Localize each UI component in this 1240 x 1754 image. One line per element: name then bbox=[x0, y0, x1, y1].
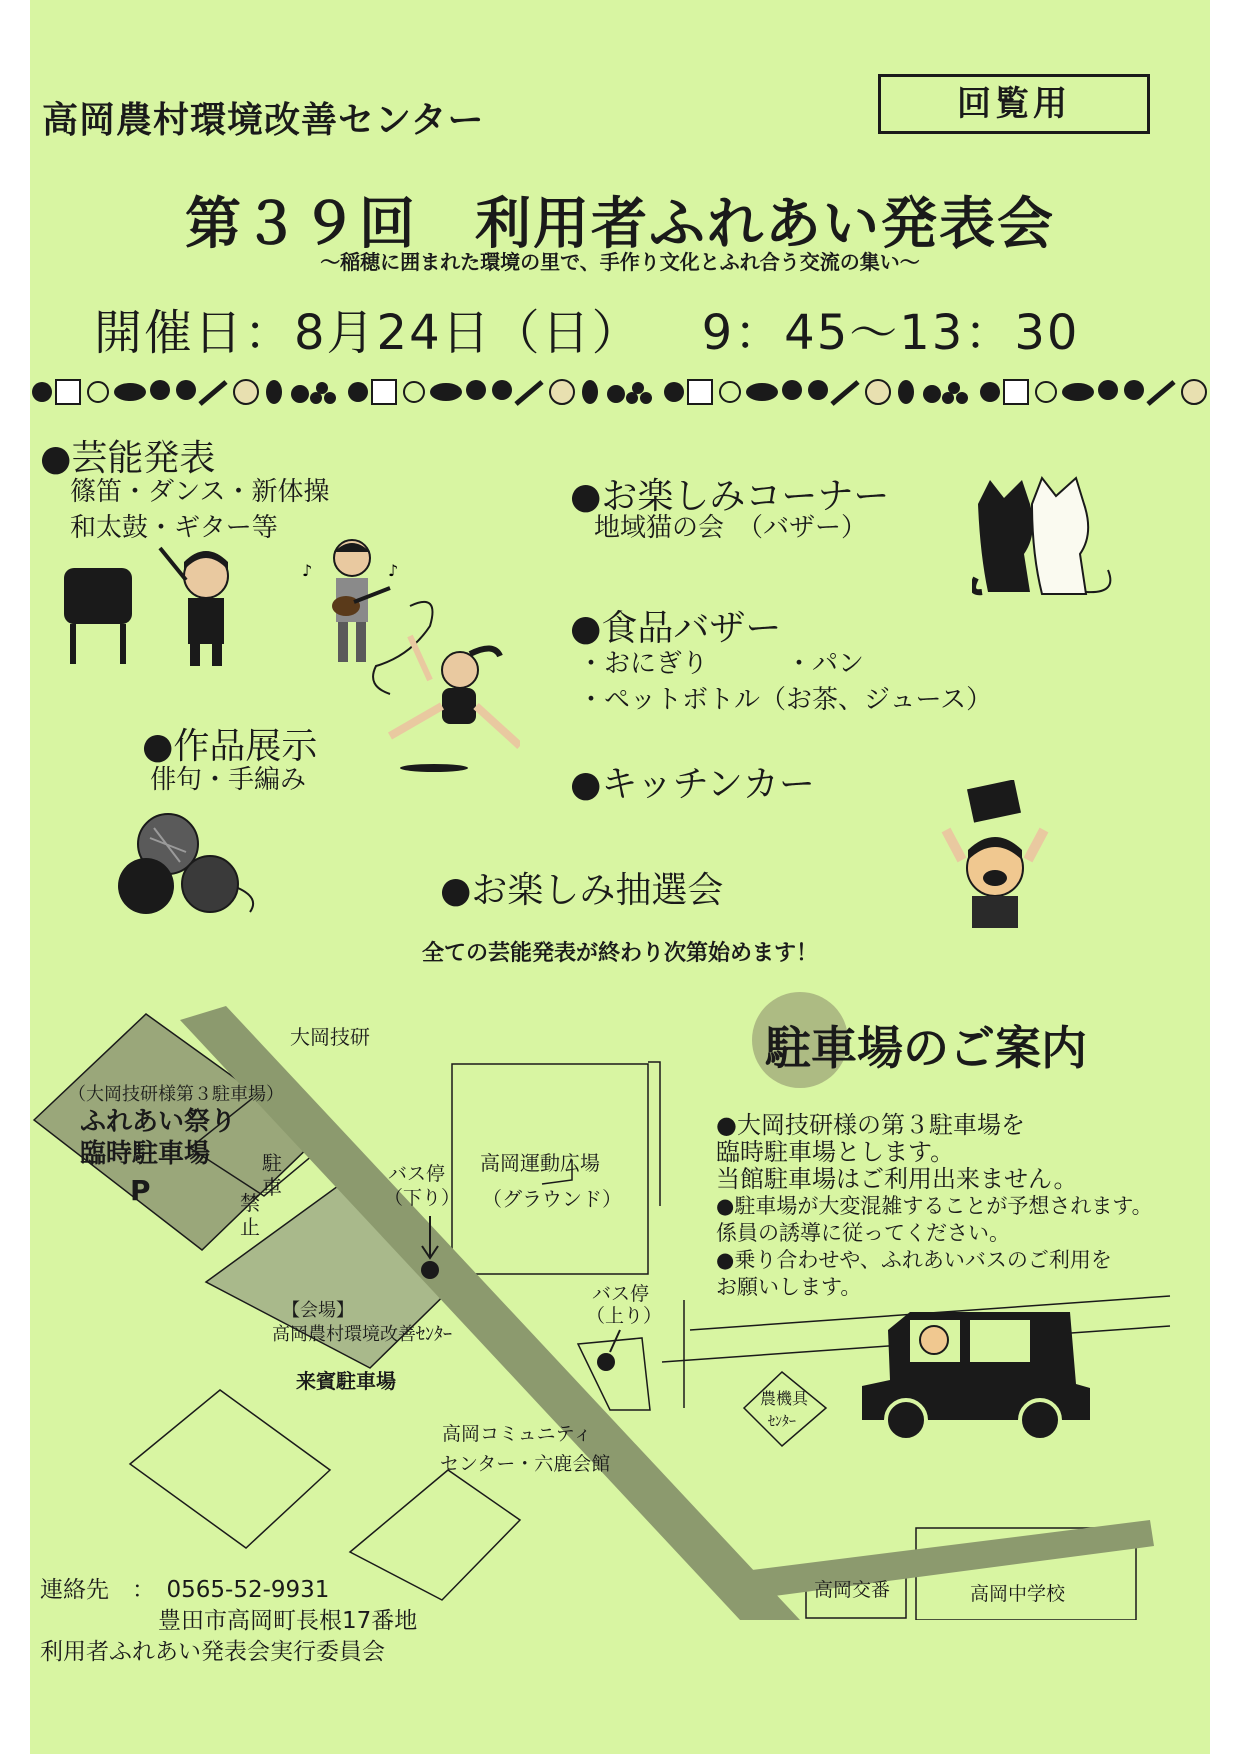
map-lot bbox=[130, 1390, 330, 1548]
cross-road bbox=[720, 1520, 1154, 1600]
ooka-giken-label: 大岡技研 bbox=[290, 1025, 370, 1049]
rhythmic-gymnast-icon bbox=[370, 596, 520, 786]
parking-note-line: ●駐車場が大変混雑することが予想されます。 bbox=[716, 1194, 1153, 1218]
car-icon bbox=[862, 1312, 1090, 1440]
cats-icon bbox=[972, 474, 1122, 604]
food-bazaar-line: ・おにぎり ・パン bbox=[578, 649, 865, 679]
parking-symbol: P bbox=[130, 1174, 151, 1207]
no-parking-char: 禁 bbox=[240, 1191, 260, 1215]
contact-info bbox=[40, 1575, 417, 1668]
performance-heading: ●芸能発表 bbox=[40, 438, 216, 479]
kitchen-car-heading: ●キッチンカー bbox=[570, 764, 815, 805]
exhibition-heading: ●作品展示 bbox=[142, 726, 318, 767]
no-parking-char: 車 bbox=[262, 1175, 282, 1199]
venue-line2: 高岡農村環境改善ｾﾝﾀｰ bbox=[272, 1324, 452, 1345]
farm-machinery-line1: 農機具 bbox=[760, 1389, 809, 1408]
event-title: 第３９回 利用者ふれあい発表会 bbox=[185, 192, 1055, 257]
community-line1: 高岡コミュニティ bbox=[442, 1423, 593, 1445]
police-box-label: 高岡交番 bbox=[814, 1579, 891, 1601]
bus-stop-up-line1: バス停 bbox=[592, 1283, 650, 1305]
temp-parking-line2: 臨時駐車場 bbox=[80, 1139, 211, 1169]
event-subtitle: ～稲穂に囲まれた環境の里で、手作り文化とふれ合う交流の集い～ bbox=[320, 250, 920, 274]
yarn-balls-icon bbox=[110, 808, 270, 918]
fun-corner-heading: ●お楽しみコーナー bbox=[570, 476, 890, 517]
temp-parking-note: （大岡技研様第３駐車場） bbox=[68, 1084, 284, 1105]
performance-line: 篠笛・ダンス・新体操 bbox=[70, 477, 330, 507]
bus-stop-up-line2: （上り） bbox=[586, 1305, 663, 1327]
food-bazaar-heading: ●食品バザー bbox=[570, 608, 782, 649]
ground-line1: 高岡運動広場 bbox=[480, 1151, 600, 1175]
festival-icon-border bbox=[30, 370, 1210, 414]
flyer-page bbox=[30, 0, 1210, 1754]
parking-info-line: 臨時駐車場とします。 bbox=[716, 1138, 955, 1166]
festival-icon-row bbox=[32, 380, 1206, 404]
temp-parking-line1: ふれあい祭り bbox=[80, 1107, 237, 1137]
bus-stop-up-marker bbox=[597, 1353, 615, 1371]
no-parking-char: 駐 bbox=[262, 1151, 282, 1175]
venue-line3: 来賓駐車場 bbox=[296, 1369, 396, 1393]
venue-line1: 【会場】 bbox=[282, 1300, 354, 1321]
exhibition-line: 俳句・手編み bbox=[150, 765, 307, 795]
gift-child-icon bbox=[940, 780, 1050, 930]
event-time: 9：45～13：30 bbox=[701, 305, 1080, 361]
bus-stop-down-line1: バス停 bbox=[388, 1163, 446, 1185]
event-date: 開催日：8月24日（日） bbox=[94, 305, 642, 361]
lottery-heading: ●お楽しみ抽選会 bbox=[440, 870, 724, 911]
contact-committee: 利用者ふれあい発表会実行委員会 bbox=[40, 1639, 385, 1665]
junior-high-label: 高岡中学校 bbox=[970, 1583, 1066, 1605]
bus-stop-down-line2: （下り） bbox=[384, 1187, 461, 1209]
organization-name: 高岡農村環境改善センター bbox=[42, 100, 485, 141]
performance-line: 和太鼓・ギター等 bbox=[70, 513, 278, 543]
contact-address: 豊田市高岡町長根17番地 bbox=[158, 1608, 418, 1634]
parking-heading: 駐車場のご案内 bbox=[765, 1021, 1087, 1075]
farm-machinery-block bbox=[744, 1372, 826, 1446]
farm-machinery-line2: ｾﾝﾀｰ bbox=[768, 1414, 796, 1430]
access-map bbox=[30, 1000, 1210, 1620]
event-datetime bbox=[94, 294, 1079, 363]
performance-list bbox=[70, 474, 329, 546]
parking-note-line: 係員の誘導に従ってください。 bbox=[716, 1221, 1010, 1245]
svg-text:♪: ♪ bbox=[302, 561, 313, 580]
parking-note-line: ●乗り合わせや、ふれあいバスのご利用を bbox=[716, 1248, 1112, 1272]
parking-info-line: ●大岡技研様の第３駐車場を bbox=[716, 1111, 1025, 1139]
fun-corner-line: 地域猫の会 （バザー） bbox=[594, 513, 868, 543]
bus-stop-down-marker bbox=[421, 1261, 439, 1279]
svg-text:♪: ♪ bbox=[388, 561, 399, 580]
food-bazaar-line: ・ペットボトル（お茶、ジュース） bbox=[578, 685, 993, 715]
community-line2: センター・六鹿会館 bbox=[440, 1453, 611, 1475]
ground-line2: （グラウンド） bbox=[482, 1187, 622, 1211]
parking-note-line: お願いします。 bbox=[716, 1275, 862, 1299]
lottery-note: 全ての芸能発表が終わり次第始めます！ bbox=[421, 941, 818, 966]
contact-phone: 連絡先 ： 0565-52-9931 bbox=[40, 1577, 330, 1603]
food-bazaar-list bbox=[578, 646, 992, 718]
taiko-drummer-icon bbox=[60, 540, 260, 670]
circulation-box: 回覧用 bbox=[878, 74, 1150, 134]
parking-info-line: 当館駐車場はご利用出来ません。 bbox=[716, 1165, 1078, 1193]
no-parking-char: 止 bbox=[240, 1215, 260, 1239]
